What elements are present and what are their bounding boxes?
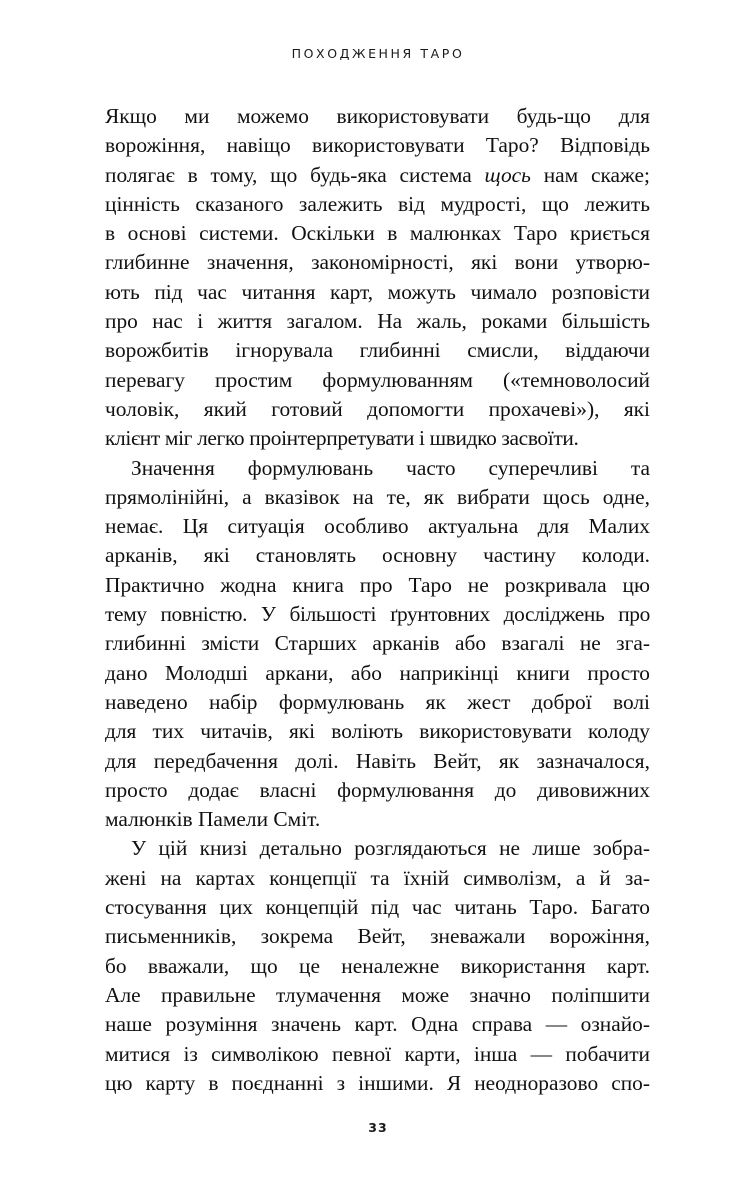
text-line: ворожбитів ігнорувала глибинні смисли, віддаючи bbox=[105, 338, 650, 363]
text-line: бо вважали, що це неналежне використання карт. bbox=[105, 953, 650, 978]
text-line: наведено набір формулювань як жест доброї волі bbox=[105, 689, 650, 714]
text-line: Якщо ми можемо використовувати будь-що для bbox=[105, 104, 650, 128]
text-line: клієнт міг легко проінтерпретувати і швидко засвоїти. bbox=[105, 426, 579, 451]
text-line: глибинні змісти Старших арканів або взагалі не зга- bbox=[105, 631, 650, 656]
text-line: тему повністю. У більшості ґрунтовних досліджень про bbox=[105, 602, 650, 627]
text-line: цінність сказаного залежить від мудрості, що лежить bbox=[105, 191, 650, 216]
text-line: прямолінійні, а вказівок на те, як вибрати щось одне, bbox=[105, 484, 650, 509]
text-line: перевагу простим формулюванням («темноволосий bbox=[105, 367, 650, 392]
page-number: 33 bbox=[368, 1120, 388, 1135]
text-line: малюнків Памели Сміт. bbox=[105, 807, 321, 832]
text-line: немає. Ця ситуація особливо актуальна для Малих bbox=[105, 514, 650, 539]
text-line: письменників, зокрема Вейт, зневажали ворожіння, bbox=[105, 924, 650, 949]
text-line: просто додає власні формулювання до дивовижних bbox=[105, 777, 650, 802]
text-line: арканів, які становлять основну частину колоди. bbox=[105, 543, 650, 568]
text-line: цю карту в поєднанні з іншими. Я неодноразово спо- bbox=[105, 1070, 650, 1095]
text-line: наше розуміння значень карт. Одна справа — ознайо- bbox=[105, 1012, 650, 1037]
text-line: Але правильне тлумачення може значно поліпшити bbox=[105, 982, 650, 1007]
text-line: дано Молодші аркани, або наприкінці книги просто bbox=[105, 660, 650, 685]
text-line: стосування цих концепцій під час читань Таро. Багато bbox=[105, 895, 650, 920]
text-line: ворожіння, навіщо використовувати Таро? Відповідь bbox=[105, 133, 650, 158]
text-line: глибинне значення, закономірності, які вони утворю- bbox=[105, 250, 650, 275]
text-line: чоловік, який готовий допомогти прохачеві»), які bbox=[105, 396, 650, 421]
text-line: в основі системи. Оскільки в малюнках Таро криється bbox=[105, 221, 650, 246]
text-line: Практично жодна книга про Таро не розкривала цю bbox=[105, 572, 650, 597]
body-text bbox=[105, 102, 650, 1098]
text-line: полягає в тому, що будь-яка система щось нам скаже; bbox=[105, 162, 650, 187]
text-line: ють під час читання карт, можуть чимало розповісти bbox=[105, 279, 650, 304]
text-line: митися із символікою певної карти, інша — побачити bbox=[105, 1041, 650, 1066]
text-line: для передбачення долі. Навіть Вейт, як зазначалося, bbox=[105, 748, 650, 773]
text-line: про нас і життя загалом. На жаль, роками більшість bbox=[105, 309, 650, 334]
text-line: Значення формулювань часто суперечливі та bbox=[131, 455, 650, 480]
running-head: ПОХОДЖЕННЯ ТАРО bbox=[291, 46, 465, 61]
text-line: У цій книзі детально розглядаються не лише зобра- bbox=[131, 836, 650, 861]
text-line: для тих читачів, які воліють використовувати колоду bbox=[105, 719, 650, 744]
text-line: жені на картах концепції та їхній символізм, а й за- bbox=[105, 865, 650, 890]
